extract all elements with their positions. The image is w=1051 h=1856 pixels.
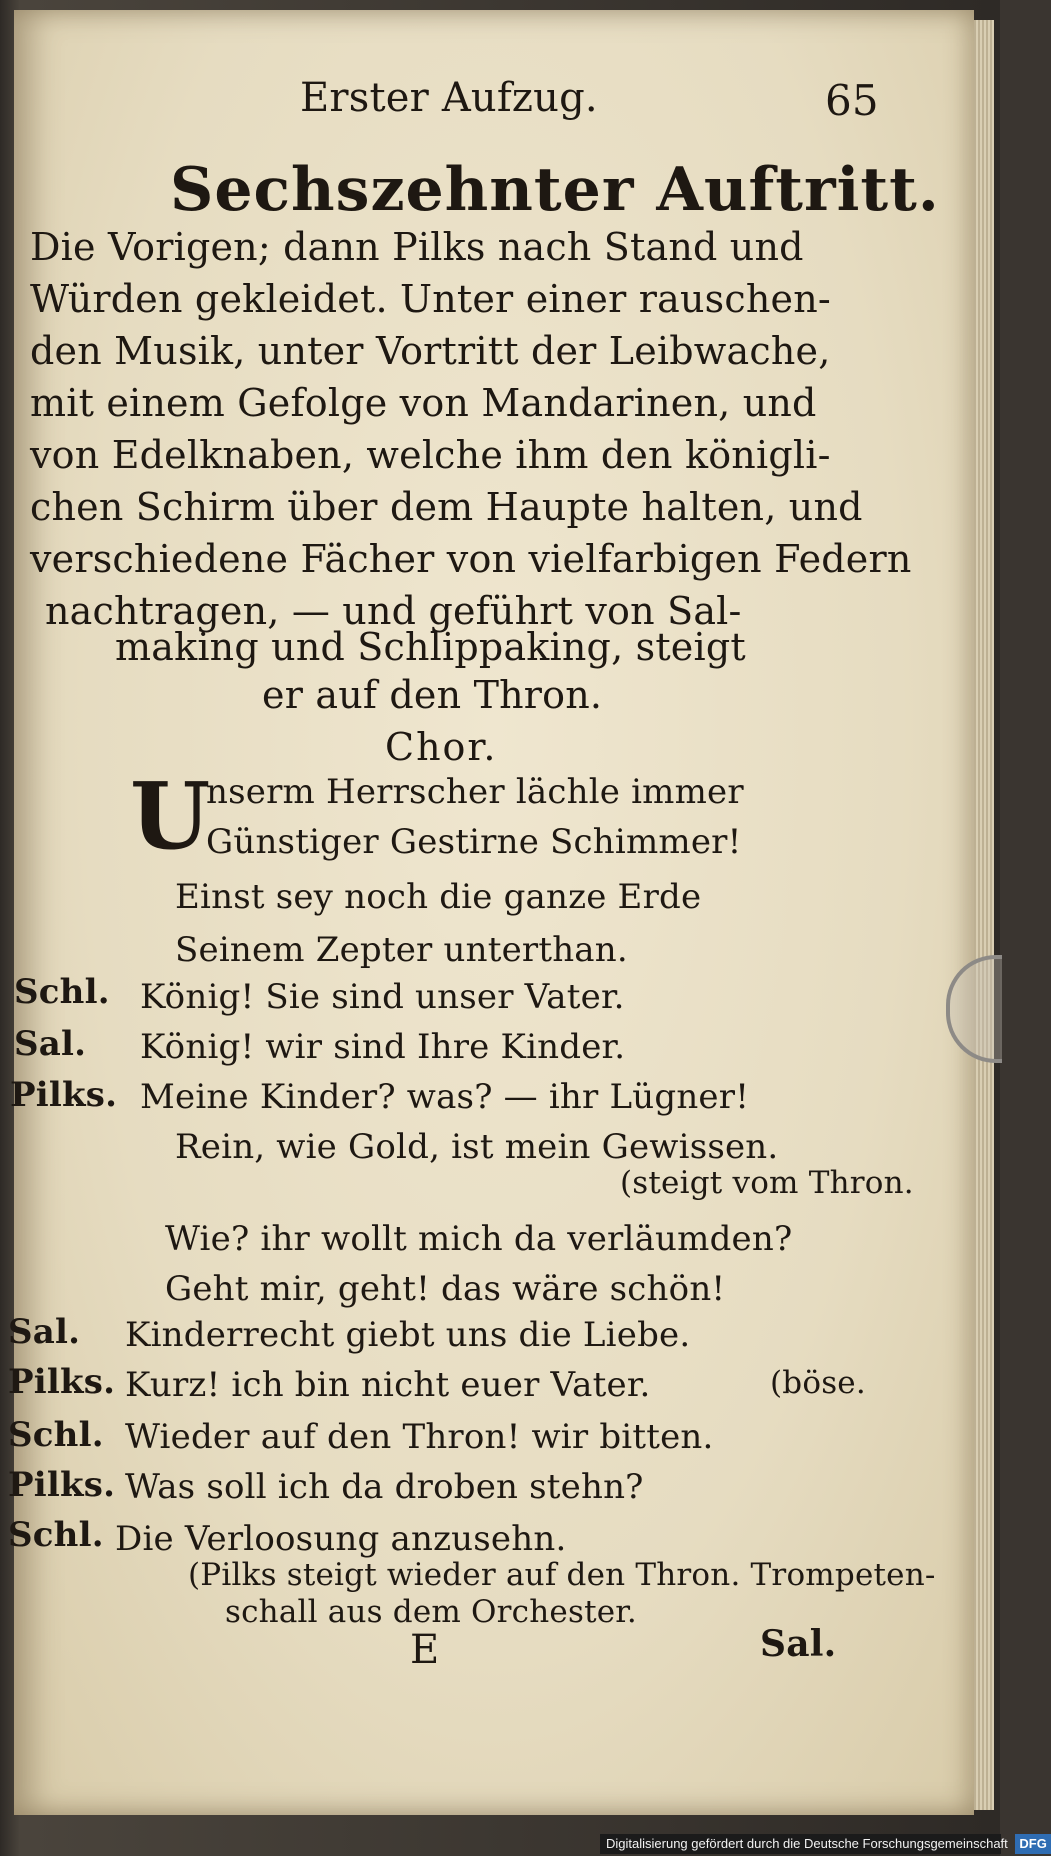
stage-direction-line: Die Vorigen; dann Pilks nach Stand und (30, 225, 804, 269)
speaker-label: Schl. (8, 1515, 104, 1555)
dialogue-line: Wie? ihr wollt mich da verläumden? (165, 1219, 793, 1259)
chorus-line: Günstiger Gestirne Schimmer! (206, 822, 742, 862)
dialogue-line: Geht mir, geht! das wäre schön! (165, 1269, 726, 1309)
dialogue-line: Meine Kinder? was? — ihr Lügner! (140, 1077, 750, 1117)
dialogue-line: Rein, wie Gold, ist mein Gewissen. (175, 1127, 779, 1167)
stage-direction-line: er auf den Thron. (262, 673, 603, 717)
dialogue-line: Die Verloosung anzusehn. (115, 1519, 567, 1559)
page-number: 65 (825, 76, 879, 125)
chorus-line: Einst sey noch die ganze Erde (175, 877, 702, 917)
chorus-line: nserm Herrscher lächle immer (206, 772, 744, 812)
stage-direction-line: Würden gekleidet. Unter einer rauschen- (30, 277, 831, 321)
speaker-label: Schl. (8, 1415, 104, 1455)
speaker-label: Schl. (14, 972, 110, 1012)
digitization-footer (600, 1834, 1047, 1854)
stage-direction-line: verschiedene Fächer von vielfarbigen Federn (30, 537, 912, 581)
dialogue-line: Kurz! ich bin nicht euer Vater. (125, 1365, 651, 1405)
stage-aside: (steigt vom Thron. (620, 1165, 914, 1201)
stage-direction-line: von Edelknaben, welche ihm den königli- (30, 433, 831, 477)
speaker-label: Pilks. (8, 1362, 116, 1402)
footer-text: Digitalisierung gefördert durch die Deutsche Forschungsgemeinschaft (606, 1836, 1008, 1851)
dialogue-line: Was soll ich da droben stehn? (125, 1467, 644, 1507)
speaker-label: Pilks. (8, 1465, 116, 1505)
speaker-label: Pilks. (10, 1075, 118, 1115)
stage-aside: (böse. (770, 1365, 866, 1401)
speaker-label: Sal. (8, 1312, 81, 1352)
chorus-line: Seinem Zepter unterthan. (175, 930, 628, 970)
speaker-label: Sal. (14, 1024, 87, 1064)
dialogue-line: Wieder auf den Thron! wir bitten. (125, 1417, 714, 1457)
drop-cap: U (130, 762, 211, 870)
stage-direction-line: chen Schirm über dem Haupte halten, und (30, 485, 863, 529)
stage-direction-line: den Musik, unter Vortritt der Leibwache, (30, 329, 831, 373)
dialogue-line: König! Sie sind unser Vater. (140, 977, 625, 1017)
running-head: Erster Aufzug. (300, 75, 598, 121)
dfg-logo-badge: DFG (1015, 1834, 1050, 1854)
signature-mark: E (410, 1627, 440, 1673)
dialogue-line: König! wir sind Ihre Kinder. (140, 1027, 626, 1067)
closing-direction-line: schall aus dem Orchester. (225, 1594, 637, 1630)
stage-direction-line: making und Schlippaking, steigt (115, 625, 746, 669)
closing-direction-line: (Pilks steigt wieder auf den Thron. Trompeten- (188, 1557, 936, 1593)
catchword: Sal. (760, 1623, 837, 1665)
chorus-heading: Chor. (385, 725, 498, 769)
page-edges (972, 20, 994, 1810)
dialogue-line: Kinderrecht giebt uns die Liebe. (125, 1315, 691, 1355)
scene-title: Sechszehnter Auftritt. (170, 155, 940, 225)
stage-direction-line: nachtragen, — und geführt von Sal- (45, 589, 742, 633)
stage-direction-line: mit einem Gefolge von Mandarinen, und (30, 381, 817, 425)
